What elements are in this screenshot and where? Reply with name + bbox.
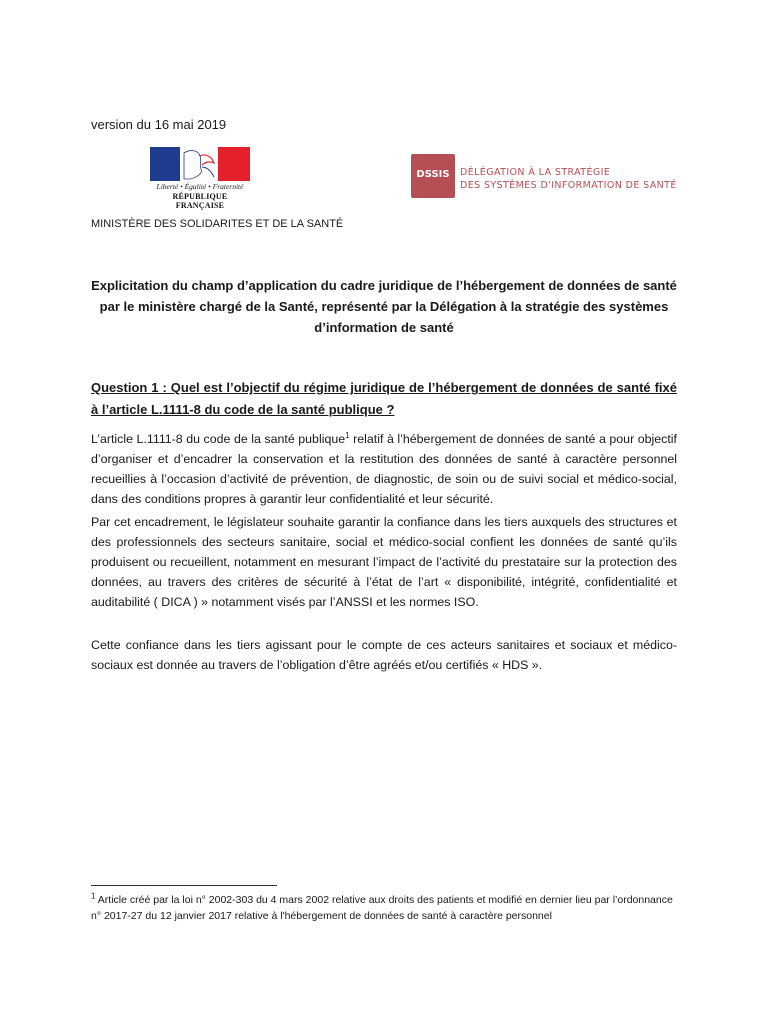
footnote (91, 892, 677, 924)
footnote-text: Article créé par la loi n° 2002-303 du 4 mars 2002 relative aux droits des patients et modifié en dernier lieu par l’ordonnance n° 2017-27 du 12 janvier 2017 relative à l'hébergement de données de santé à caractère personnel (91, 894, 673, 922)
dssis-logo-mark (411, 154, 455, 198)
paragraph-3: Cette confiance dans les tiers agissant pour le compte de ces acteurs sanitaires et sociaux et médico-sociaux est donnée au travers de l’obligation d’être agréés et/ou certifiés « HDS ». (91, 638, 677, 672)
footnote-divider (91, 885, 277, 886)
paragraph-1-rest: relatif à l’hébergement de données de santé a pour objectif d’organiser et d’encadrer la conservation et la restitution des données de santé à caractère personnel recueillies à l’occasion d’activité de prévention, de diagnostic, de soin ou de suivi social et médico-social, dans des conditions propres à garantir leur confidentialité et leur sécurité. (91, 432, 677, 506)
footnote-number: 1 (91, 891, 96, 901)
document-title: Explicitation du champ d’application du cadre juridique de l’hébergement de données de santé par le ministère chargé de la Santé, représenté par la Délégation à la stratégie des systèmes d’information de santé (91, 278, 677, 335)
marianne-profile-icon (180, 147, 218, 181)
question-heading: Question 1 : Quel est l’objectif du régime juridique de l’hébergement de données de santé fixé à l’article L.1111-8 du code de la santé publique ? (91, 380, 677, 417)
paragraph-1-start: L’article L.1111-8 du code de la santé publique (91, 432, 346, 446)
dssis-acronym: DSSIS (416, 169, 450, 180)
dssis-name-line2: DES SYSTÈMES D'INFORMATION DE SANTÉ (460, 180, 677, 191)
flag-blue-band (150, 147, 180, 181)
flag-red-band (218, 147, 250, 181)
marianne-motto: Liberté • Égalité • Fraternité (156, 182, 244, 191)
version-date: version du 16 mai 2019 (91, 117, 227, 132)
dssis-name-line1: DÉLÉGATION À LA STRATÉGIE (460, 167, 611, 178)
ministry-name: MINISTÈRE DES SOLIDARITES ET DE LA SANTÉ (91, 218, 344, 230)
marianne-name: RÉPUBLIQUE FRANÇAISE (172, 192, 228, 210)
republique-francaise-logo (150, 147, 250, 210)
paragraph-2: Par cet encadrement, le législateur souhaite garantir la confiance dans les tiers auxquels des structures et des professionnels des secteurs sanitaire, social et médico-social confient les données de santé qu’ils produisent ou recueillent, notamment en mesurant l’impact de l’activité du prestataire sur la protection des données, au travers des critères de sécurité à l’état de l’art « disponibilité, intégrité, confidentialité et auditabilité ( DICA ) » notamment visés par l’ANSSI et les normes ISO. (91, 515, 677, 609)
footnote-reference: 1 (345, 430, 350, 440)
paragraph-1 (91, 429, 677, 509)
